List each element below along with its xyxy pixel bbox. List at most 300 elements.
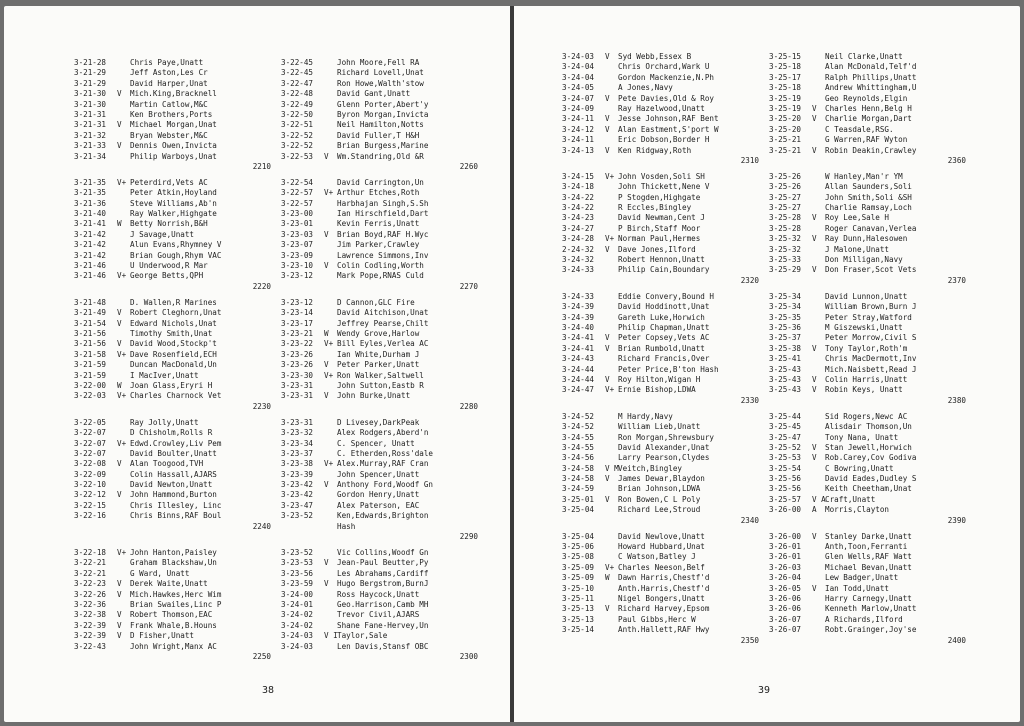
- results-column-left: [74, 548, 271, 662]
- result-entry: [74, 391, 271, 401]
- result-entry: [562, 495, 759, 505]
- finish-time: 3-21-41: [74, 219, 107, 229]
- runner-name-club: Andrew Whittingham,U: [825, 83, 917, 93]
- result-entry: [562, 552, 759, 562]
- result-entry: [769, 474, 966, 484]
- finish-time: 3-25-57: [769, 494, 802, 504]
- result-entry: [281, 209, 478, 219]
- category-marker: [117, 428, 130, 438]
- finish-time: 3-25-09: [562, 573, 595, 583]
- category-marker: W: [605, 573, 610, 583]
- runner-name-club: Colin Hassall,AJARS: [130, 469, 217, 479]
- finish-time: 3-23-21: [281, 328, 314, 338]
- results-block: [562, 412, 966, 526]
- finish-time: 3-22-54: [281, 177, 314, 187]
- result-entry: [562, 453, 759, 463]
- result-entry: [74, 261, 271, 271]
- result-entry: [769, 73, 966, 83]
- result-entry: [281, 68, 478, 78]
- category-marker: [812, 542, 825, 552]
- category-marker: [324, 79, 337, 89]
- result-entry: [562, 62, 759, 72]
- finish-time: 3-25-53: [769, 453, 802, 463]
- category-marker: V: [324, 151, 329, 161]
- runner-name-club: John Burke,Unatt: [337, 391, 411, 401]
- finish-time: 3-23-56: [281, 568, 314, 578]
- result-entry: [769, 484, 966, 494]
- finish-time: 3-22-47: [281, 78, 314, 88]
- finish-time: 3-23-52: [281, 511, 314, 521]
- result-entry: [74, 251, 271, 261]
- result-entry: [74, 178, 271, 188]
- finish-time: 3-25-15: [769, 52, 802, 61]
- runner-name-club: A Richards,Ilford: [825, 614, 903, 624]
- runner-name-club: Allan Saunders,Soli: [825, 182, 912, 192]
- result-entry: [74, 271, 271, 281]
- runner-name-club: Charles Charnock Vet: [130, 391, 222, 401]
- result-entry: [74, 308, 271, 318]
- result-entry: [562, 302, 759, 312]
- runner-name-club: Jeff Aston,Les Cr: [130, 68, 208, 78]
- finish-time: 3-25-13: [562, 604, 595, 614]
- runner-name-club: Nigel Bongers,Unatt: [618, 593, 705, 603]
- category-marker: [605, 302, 618, 312]
- runner-name-club: Brian Rumbold,Unatt: [618, 343, 705, 353]
- finish-time: 3-22-15: [74, 500, 107, 510]
- result-entry: [281, 590, 478, 600]
- result-entry: [562, 412, 759, 422]
- category-marker: V: [812, 385, 817, 395]
- category-marker: [605, 505, 618, 515]
- finish-time: 3-24-13: [562, 145, 595, 155]
- runner-name-club: C. Spencer, Unatt: [337, 438, 415, 448]
- result-entry: [281, 459, 478, 469]
- result-entry: [562, 375, 759, 385]
- finish-time: 3-24-41: [562, 333, 595, 343]
- category-marker: [324, 548, 337, 558]
- finish-time: 3-21-59: [74, 370, 107, 380]
- category-marker: [117, 642, 130, 652]
- finish-time: 3-25-28: [769, 213, 802, 223]
- result-entry: [74, 459, 271, 469]
- result-entry: [281, 439, 478, 449]
- runner-name-club: Stanley Darke,Unatt: [825, 531, 912, 541]
- result-entry: [74, 100, 271, 110]
- result-entry: [281, 548, 478, 558]
- result-entry: [769, 83, 966, 93]
- result-entry: [281, 381, 478, 391]
- runner-name-club: Ian White,Durham J: [337, 349, 420, 359]
- category-marker: [324, 199, 337, 209]
- result-entry: [74, 339, 271, 349]
- result-entry: [281, 631, 478, 641]
- category-marker: [117, 199, 130, 209]
- result-entry: [281, 350, 478, 360]
- result-entry: [74, 610, 271, 620]
- finish-time: 3-24-23: [562, 213, 595, 223]
- result-entry: [74, 89, 271, 99]
- category-marker: [605, 313, 618, 323]
- result-entry: [769, 172, 966, 182]
- finish-time: 3-25-56: [769, 474, 802, 484]
- runner-name-club: Peterdird,Vets AC: [130, 177, 208, 187]
- finish-time: 3-22-45: [281, 58, 314, 67]
- category-marker: [324, 308, 337, 318]
- result-entry: [769, 464, 966, 474]
- result-entry: [769, 433, 966, 443]
- category-marker: V: [117, 490, 122, 500]
- category-marker: V: [812, 343, 817, 353]
- category-marker: W: [117, 219, 122, 229]
- finish-time: 3-23-12: [281, 271, 314, 281]
- finish-time: 3-22-21: [74, 558, 107, 568]
- finish-time: 3-25-32: [769, 244, 802, 254]
- result-entry: [769, 412, 966, 422]
- runner-name-club: John Sutton,Eastb R: [337, 380, 424, 390]
- page-body: [74, 58, 478, 668]
- runner-name-club: Ray Jolly,Unatt: [130, 417, 199, 427]
- result-entry: [562, 52, 759, 62]
- category-marker: [117, 131, 130, 141]
- category-marker: [324, 470, 337, 480]
- category-marker: V+: [324, 188, 334, 198]
- result-entry: [769, 573, 966, 583]
- category-marker: V: [812, 145, 817, 155]
- finish-time: 3-24-03: [281, 641, 314, 651]
- results-columns: [74, 58, 478, 172]
- runner-name-club: Ken Ridgway,Roth: [618, 145, 692, 155]
- runner-name-club: Pete Davies,Old & Roy: [618, 93, 715, 103]
- category-marker: V: [812, 103, 817, 113]
- results-column-left: [74, 178, 271, 292]
- result-entry: [769, 422, 966, 432]
- finish-time: 3-25-54: [769, 463, 802, 473]
- finish-time: 3-22-53: [281, 151, 314, 161]
- finish-time: 3-25-01: [562, 494, 595, 504]
- finish-time: 3-24-12: [562, 124, 595, 134]
- result-entry: [562, 224, 759, 234]
- finish-time: 3-25-56: [769, 484, 802, 494]
- result-entry: [281, 490, 478, 500]
- runner-name-club: Timothy Smith,Unat: [130, 328, 213, 338]
- runner-name-club: Mark Pope,RNAS Culd: [337, 271, 424, 281]
- result-entry: [281, 261, 478, 271]
- finish-time: 3-25-29: [769, 265, 802, 275]
- finish-time: 3-24-09: [562, 103, 595, 113]
- finish-time: 3-25-21: [769, 135, 802, 145]
- runner-name-club: John Smith,Soli &SH: [825, 192, 912, 202]
- finish-time: 3-25-37: [769, 333, 802, 343]
- category-marker: [324, 490, 337, 500]
- finish-time: 3-25-21: [769, 145, 802, 155]
- finish-time: 3-22-10: [74, 480, 107, 490]
- runner-name-club: Tony Taylor,Roth'm: [825, 343, 908, 353]
- finish-time: 3-21-28: [74, 58, 107, 67]
- category-marker: [324, 621, 337, 631]
- category-marker: [117, 360, 130, 370]
- result-entry: [562, 255, 759, 265]
- finish-time: 3-21-59: [74, 360, 107, 370]
- finish-time: 3-26-03: [769, 562, 802, 572]
- result-entry: [281, 371, 478, 381]
- category-marker: [324, 418, 337, 428]
- category-marker: V: [605, 343, 610, 353]
- result-entry: [74, 209, 271, 219]
- runner-name-club: Ray Hazelwood,Unatt: [618, 103, 705, 113]
- finish-time: 3-23-26: [281, 349, 314, 359]
- finish-time: 3-24-11: [562, 114, 595, 124]
- category-marker: [324, 251, 337, 261]
- category-marker: V+: [117, 271, 127, 281]
- runner-name-club: David Alexander,Unat: [618, 442, 710, 452]
- category-marker: V: [117, 339, 122, 349]
- result-entry: [769, 333, 966, 343]
- category-marker: V: [812, 265, 817, 275]
- runner-name-club: Robin Deakin,Crawley: [825, 145, 917, 155]
- category-marker: [605, 594, 618, 604]
- finish-time: 3-22-26: [74, 589, 107, 599]
- result-entry: [74, 141, 271, 151]
- runner-name-club: Morris,Clayton: [825, 505, 890, 515]
- result-entry: [562, 474, 759, 484]
- runner-name-club: Veitch,Bingley: [618, 463, 683, 473]
- category-marker: [812, 125, 825, 135]
- result-entry: [769, 125, 966, 135]
- category-marker: V: [605, 474, 610, 484]
- finish-time: 3-25-04: [562, 505, 595, 515]
- finish-time: 3-24-58: [562, 463, 595, 473]
- result-entry: [74, 569, 271, 579]
- finish-time: 3-25-08: [562, 552, 595, 562]
- finish-time: 3-21-46: [74, 271, 107, 281]
- category-marker: [324, 110, 337, 120]
- position-number: 2230: [252, 401, 271, 411]
- result-entry: [281, 621, 478, 631]
- result-entry: [562, 182, 759, 192]
- runner-name-club: Gordon Henry,Unatt: [337, 490, 420, 500]
- category-marker: [117, 100, 130, 110]
- runner-name-club: Gordon Mackenzie,N.Ph: [618, 72, 715, 82]
- category-marker: [117, 240, 130, 250]
- category-marker: V: [324, 480, 329, 490]
- finish-time: 3-25-44: [769, 411, 802, 421]
- results-columns: [74, 548, 478, 662]
- finish-time: 3-25-47: [769, 432, 802, 442]
- category-marker: [324, 610, 337, 620]
- runner-name-club: Colin Codling,Worth: [337, 261, 424, 271]
- finish-time: 3-24-32: [562, 255, 595, 265]
- results-column-right: [281, 418, 478, 542]
- finish-time: 3-24-33: [562, 291, 595, 301]
- finish-time: 3-23-31: [281, 417, 314, 427]
- runner-name-club: Alan McDonald,Telf'd: [825, 62, 917, 72]
- result-entry: [562, 615, 759, 625]
- runner-name-club: M Giszewski,Unatt: [825, 322, 903, 332]
- runner-name-club: D Fisher,Unatt: [130, 631, 195, 641]
- runner-name-club: Ron Walker,Saltwell: [337, 370, 424, 380]
- result-entry: [769, 203, 966, 213]
- runner-name-club: Kevin Ferris,Unatt: [337, 219, 420, 229]
- results-columns: [74, 298, 478, 412]
- results-block: [74, 178, 478, 292]
- category-marker: V: [605, 374, 610, 384]
- runner-name-club: John Spencer,Unatt: [337, 469, 420, 479]
- category-marker: [324, 319, 337, 329]
- results-block: [74, 548, 478, 662]
- runner-name-club: G Warren,RAF Wyton: [825, 135, 908, 145]
- result-entry: [281, 569, 478, 579]
- result-entry: [562, 365, 759, 375]
- runner-name-club: Dennis Owen,Invicta: [130, 141, 217, 151]
- result-entry: [281, 470, 478, 480]
- results-column-right: [281, 298, 478, 412]
- finish-time: 3-24-55: [562, 442, 595, 452]
- runner-name-club: David Gant,Unatt: [337, 89, 411, 99]
- finish-time: 3-24-33: [562, 265, 595, 275]
- page-number: 39: [758, 685, 771, 696]
- position-number: 2400: [947, 635, 966, 645]
- runner-name-club: Alan Eastment,S'port W: [618, 124, 719, 134]
- results-column-right: [769, 292, 966, 406]
- category-marker: V: [605, 93, 610, 103]
- result-entry: [562, 104, 759, 114]
- result-entry: [562, 604, 759, 614]
- category-marker: [605, 224, 618, 234]
- finish-time: 3-24-11: [562, 135, 595, 145]
- results-columns: [562, 292, 966, 406]
- result-entry: [562, 203, 759, 213]
- result-entry: [562, 234, 759, 244]
- page-number: 38: [262, 685, 275, 696]
- result-entry: [769, 62, 966, 72]
- result-entry: [769, 224, 966, 234]
- category-marker: V: [117, 579, 122, 589]
- finish-time: 3-23-52: [281, 548, 314, 558]
- finish-time: 3-25-43: [769, 364, 802, 374]
- finish-time: 3-24-00: [281, 589, 314, 599]
- category-marker: V+: [605, 171, 615, 181]
- finish-time: 3-26-01: [769, 542, 802, 552]
- finish-time: 3-23-30: [281, 370, 314, 380]
- result-entry: [281, 480, 478, 490]
- position-number: 2370: [947, 275, 966, 285]
- result-entry: [74, 600, 271, 610]
- runner-name-club: David Newton,Unatt: [130, 480, 213, 490]
- finish-time: 3-24-15: [562, 171, 595, 181]
- category-marker: [605, 625, 618, 635]
- finish-time: 3-24-52: [562, 422, 595, 432]
- finish-time: 3-23-42: [281, 480, 314, 490]
- runner-name-club: Alex Paterson, EAC: [337, 500, 420, 510]
- category-marker: [324, 209, 337, 219]
- finish-time: 3-25-45: [769, 422, 802, 432]
- result-entry: [281, 360, 478, 370]
- category-marker: [605, 135, 618, 145]
- runner-name-club: Charlie Morgan,Dart: [825, 114, 912, 124]
- runner-name-club: David Aitchison,Unat: [337, 308, 429, 318]
- results-columns: [562, 172, 966, 286]
- finish-time: 3-21-56: [74, 339, 107, 349]
- result-entry: [74, 152, 271, 162]
- result-entry: [281, 600, 478, 610]
- result-entry: [281, 120, 478, 130]
- runner-name-club: Michael Morgan,Unat: [130, 120, 217, 130]
- finish-time: 3-21-58: [74, 349, 107, 359]
- runner-name-club: Dave Jones,Ilford: [618, 244, 696, 254]
- category-marker: [812, 323, 825, 333]
- finish-time: 3-25-26: [769, 171, 802, 181]
- finish-time: 3-22-21: [74, 568, 107, 578]
- runner-name-club: Richard Lovell,Unat: [337, 68, 424, 78]
- category-marker: V: [605, 145, 610, 155]
- category-marker: [812, 193, 825, 203]
- runner-name-club: Duncan MacDonald,Un: [130, 360, 217, 370]
- category-marker: V: [605, 124, 610, 134]
- book-spread: [4, 6, 1020, 722]
- runner-name-club: Wendy Grove,Harlow: [337, 328, 420, 338]
- category-marker: [117, 449, 130, 459]
- runner-name-club: Edwd.Crowley,Liv Pem: [130, 438, 222, 448]
- category-marker: V+: [117, 391, 127, 401]
- finish-time: 3-25-33: [769, 255, 802, 265]
- result-entry: [562, 245, 759, 255]
- result-entry: [769, 375, 966, 385]
- category-marker: [324, 439, 337, 449]
- finish-time: 3-24-52: [562, 411, 595, 421]
- result-entry: [281, 251, 478, 261]
- finish-time: 3-24-02: [281, 610, 314, 620]
- result-entry: [74, 298, 271, 308]
- finish-time: 3-25-17: [769, 72, 802, 82]
- runner-name-club: Gareth Luke,Horwich: [618, 312, 705, 322]
- position-number: 2240: [252, 521, 271, 531]
- finish-time: 3-21-49: [74, 308, 107, 318]
- finish-time: 3-25-09: [562, 562, 595, 572]
- result-entry: [562, 265, 759, 275]
- category-marker: V: [117, 141, 122, 151]
- category-marker: V: [605, 52, 610, 61]
- position-number: 2310: [740, 155, 759, 165]
- runner-name-club: Sid Rogers,Newc AC: [825, 411, 908, 421]
- results-block: [562, 292, 966, 406]
- runner-name-club: Roy Lee,Sale H: [825, 213, 890, 223]
- finish-time: 3-25-36: [769, 322, 802, 332]
- finish-time: 3-22-18: [74, 548, 107, 558]
- result-entry: [74, 449, 271, 459]
- result-entry: [769, 542, 966, 552]
- finish-time: 3-23-26: [281, 360, 314, 370]
- result-entry: [281, 152, 478, 162]
- category-marker: V M: [605, 463, 619, 473]
- category-marker: V: [812, 213, 817, 223]
- finish-time: 3-25-43: [769, 374, 802, 384]
- category-marker: [117, 68, 130, 78]
- category-marker: V: [812, 442, 817, 452]
- category-marker: [812, 73, 825, 83]
- result-entry: [281, 449, 478, 459]
- category-marker: [812, 135, 825, 145]
- page-right: [514, 6, 1020, 722]
- runner-name-club: Richard Harvey,Epsom: [618, 604, 710, 614]
- runner-name-club: C. Etherden,Ross'dale: [337, 448, 434, 458]
- category-marker: [605, 453, 618, 463]
- result-entry: [74, 428, 271, 438]
- runner-name-club: Chris Orchard,Wark U: [618, 62, 710, 72]
- finish-time: 3-26-05: [769, 583, 802, 593]
- category-marker: [324, 350, 337, 360]
- result-entry: [562, 146, 759, 156]
- category-marker: [812, 552, 825, 562]
